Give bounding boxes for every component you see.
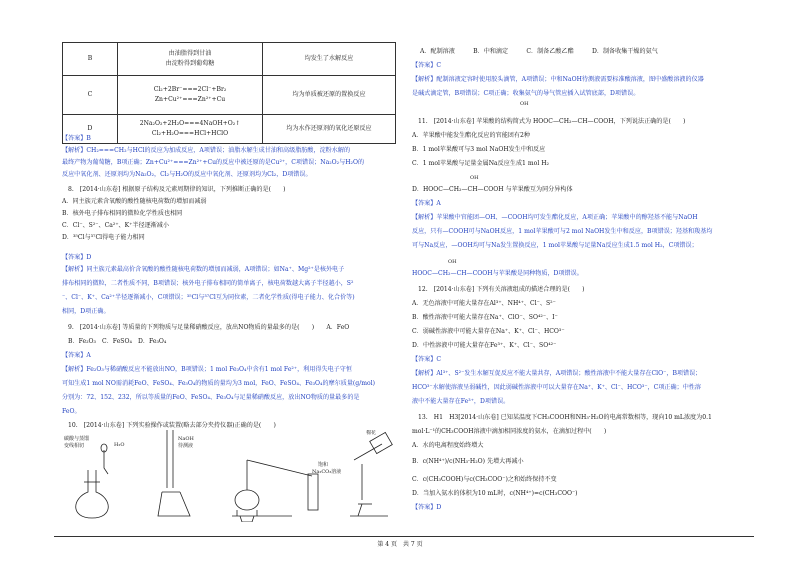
ammonia-apparatus-icon — [350, 432, 392, 516]
row-content — [118, 115, 263, 144]
content-line: Zn+Cu²⁺===Zn²⁺+Cu — [154, 96, 226, 103]
fig-label: 待测液 — [178, 443, 194, 449]
row-result: 均发生了水解反应 — [263, 43, 396, 76]
answer-9: 【答案】A — [62, 352, 91, 359]
question-10-stem: 10. [2014·山东卷] 下列实验操作或装置(略去部分夹持仪器)正确的是( ) — [68, 422, 276, 429]
volumetric-flask-icon — [76, 444, 109, 518]
answer-8: 【答案】D — [62, 254, 92, 261]
question-12-stem: 12. [2014·山东卷] 下列有关溶液组成的描述合理的是( ) — [418, 286, 585, 293]
row-result: 均为单质被还原的置换反应 — [263, 76, 396, 115]
table-row — [63, 43, 396, 76]
analysis-line: 【解析】配制溶液定容时使用胶头滴管，A项错误；中和NaOH待测液需要标准酸溶液，图中盛酸溶液的仪器 — [412, 76, 704, 83]
analysis-line: 最终产物为葡萄糖，B项正确；Zn+Cu²⁺===Zn²⁺+Cu的反应中被还原的是Cu²⁺，C项错误；Na₂O₂与H₂O的 — [62, 159, 365, 166]
analysis-line: 反应中氧化剂、还原剂均为Na₂O₂，Cl₂与H₂O的反应中氧化剂、还原剂均为Cl₂，D项错误。 — [62, 171, 312, 178]
analysis-line: HCO³⁻水解使溶液呈弱碱性，因此弱碱性溶液中可以大量存在Na⁺、K⁺、Cl⁻、HCO³⁻，C项正确；中性溶 — [412, 384, 701, 391]
fig-label: H₂O — [114, 442, 125, 448]
content-line: 由油脂得到甘油 — [168, 50, 212, 57]
content-line: 由淀粉得到葡萄糖 — [165, 60, 215, 67]
row-label: C — [63, 76, 118, 115]
analysis-line: FeO。 — [62, 408, 81, 415]
option: C．c(CH₃COOH)与c(CH₃COO⁻)之和始终保持不变 — [412, 476, 557, 483]
option: D．HOOC—CH₂—CH—COOH 与苹果酸互为同分异构体 — [412, 186, 573, 193]
analysis-line: 可知生成1 mol NO需消耗FeO、FeSO₄、Fe₃O₄的物质的量均为3 mol，FeO、FeSO₄、Fe₃O₄的摩尔质量(g/mol) — [62, 380, 376, 387]
option: A．同主族元素含氧酸的酸性随核电荷数的增加而减弱 — [62, 198, 207, 205]
table-row — [63, 115, 396, 144]
option: C．1 mol苹果酸与足量金属Na反应生成1 mol H₂ — [412, 160, 549, 167]
lab-apparatus-figure — [62, 430, 398, 522]
answer-13: 【答案】D — [412, 504, 442, 511]
option: B．1 mol苹果酸可与3 mol NaOH发生中和反应 — [412, 146, 546, 153]
option: C．弱碱性溶液中可能大量存在Na⁺、K⁺、Cl⁻、HCO³⁻ — [412, 328, 565, 335]
oh-label: OH — [470, 175, 479, 181]
oh-label: OH — [448, 259, 457, 265]
option: C．Cl⁻、S²⁻、Ca²⁺、K⁺半径逐渐减小 — [62, 222, 169, 229]
fig-label: 饱和 — [318, 462, 329, 468]
analysis-line: 【解析】CH₂===CH₂与HCl的反应为加成反应，A项错误；油脂水解生成甘油和高级脂肪酸，淀粉水解的 — [62, 147, 351, 154]
analysis-line: HOOC—CH₂—CH—COOH与苹果酸是同种物质，D项错误。 — [412, 270, 583, 277]
analysis-line: 分别为：72、152、232，所以等质量的FeO、FeSO₄、Fe₃O₄与足量稀硝酸反应，放出NO物质的量最多的是 — [62, 394, 360, 401]
row-content — [118, 76, 263, 115]
oh-label: OH — [520, 101, 529, 107]
option: D．³⁵Cl与³⁷Cl得电子能力相同 — [62, 234, 145, 241]
analysis-line: 反应，只有—COOH可与NaOH反应，1 mol苹果酸可与2 mol NaOH发生中和反应，B项错误；羟基和羧基均 — [412, 228, 713, 235]
row-label: D — [63, 115, 118, 144]
content-line: Cl₂+H₂O===HCl+HClO — [151, 130, 229, 137]
table-row — [63, 76, 396, 115]
option: D．当加入氨水的体积为10 mL时，c(NH⁴⁺)=c(CH₃COO⁻) — [412, 490, 578, 497]
analysis-line: 【解析】Al³⁺、S²⁻发生水解互促反应不能大量共存，A项错误；酸性溶液中不能大量存在ClO⁻，B项错误； — [412, 370, 702, 377]
analysis-line: 是碱式滴定管，B项错误；C项正确；收集氨气的导气管应插入试管底部，D项错误。 — [412, 90, 640, 97]
option: A．无色溶液中可能大量存在Al³⁺、NH⁴⁺、Cl⁻、S²⁻ — [412, 300, 556, 307]
question-8-stem: 8. [2014·山东卷] 根据原子结构及元素周期律的知识，下列推断正确的是( ) — [68, 186, 286, 193]
page-footer: 第 4 页 共 7 页 — [377, 541, 423, 548]
question-9-options: B．Fe₂O₃ C．FeSO₄ D．Fe₃O₄ — [68, 338, 167, 345]
analysis-line: 液中不能大量存在Fe³⁺，D项错误。 — [412, 398, 510, 405]
question-10-options: A．配制溶液 B．中和滴定 C．制备乙酸乙酯 D．制备收集干燥的氨气 — [420, 48, 658, 55]
option: A．水的电离程度始终增大 — [412, 442, 484, 449]
analysis-line: 【解析】Fe₂O₃与稀硝酸反应不能放出NO，B项错误；1 mol Fe₃O₄中含有1 mol Fe²⁺，利用得失电子守恒 — [62, 366, 352, 373]
answer-7: 【答案】B — [62, 135, 91, 142]
question-table — [62, 42, 396, 144]
analysis-line: 【解析】同主族元素最高价含氧酸的酸性随核电荷数的增加而减弱，A项错误；如Na⁺、Mg²⁺是核外电子 — [62, 266, 345, 273]
question-9-stem: 9. [2014·山东卷] 等质量的下列物质与足量稀硝酸反应，放出NO物质的量最多的是( ) A．FeO — [68, 324, 350, 331]
fig-label: 碳酸与蒸馏 — [64, 436, 90, 442]
ester-apparatus-icon — [232, 460, 318, 522]
option: D．中性溶液中可能大量存在Fe³⁺、K⁺、Cl⁻、SO⁴²⁻ — [412, 342, 557, 349]
question-13-stem: 13. H1 H3[2014·山东卷] 已知某温度下CH₃COOH和NH₃·H₂O的电离常数相等，现向10 mL浓度为0.1 — [418, 414, 712, 421]
fig-label: 变线相切 — [64, 443, 85, 449]
analysis-line: ⁻、Cl⁻、K⁺、Ca²⁺半径逐渐减小，C项错误；³⁵Cl与³⁷Cl互为同位素，二者化学性质(得电子能力、化合价等) — [62, 294, 355, 301]
fig-label: 棉花 — [366, 430, 377, 436]
answer-11: 【答案】A — [412, 200, 441, 207]
fig-label: Na₂CO₃溶液 — [312, 469, 342, 475]
option: B．c(NH⁴⁺)/c(NH₃·H₂O) 先增大再减小 — [412, 458, 524, 465]
analysis-line: 【解析】苹果酸中官能团—OH、—COOH均可发生酯化反应，A项正确；苹果酸中的醇羟基不能与NaOH — [412, 214, 698, 221]
content-line: 2Na₂O₂+2H₂O===4NaOH+O₂↑ — [139, 120, 241, 127]
row-label: B — [63, 43, 118, 76]
option: B．酸性溶液中可能大量存在Na⁺、ClO⁻、SO⁴²⁻、I⁻ — [412, 314, 558, 321]
row-result: 均为水作还原剂的氧化还原反应 — [263, 115, 396, 144]
answer-12: 【答案】C — [412, 356, 442, 363]
answer-10: 【答案】C — [412, 62, 442, 69]
analysis-line: 相同，D项正确。 — [62, 308, 110, 315]
question-11-stem: 11. [2014·山东卷] 苹果酸的结构简式为 HOOC—CH₂—CH—COOH，下列说法正确的是( ) — [418, 118, 686, 125]
analysis-line: 可与Na反应，—OOH均可与Na发生置换反应，1 mol苹果酸与足量Na反应生成1.5 mol H₂，C项错误； — [412, 242, 698, 249]
analysis-line: 排布相同的微粒，二者性质不同，B项错误；核外电子排布相同的简单离子，核电荷数越大离子半径越小，S² — [62, 280, 354, 287]
question-13-stem: mol·L⁻¹的CH₃COOH溶液中滴加相同浓度的氨水，在滴加过程中( ) — [412, 428, 607, 435]
option: A．苹果酸中能发生酯化反应的官能团有2种 — [412, 132, 530, 139]
content-line: Cl₂+2Br⁻===2Cl⁻+Br₂ — [153, 86, 227, 93]
option: B．核外电子排布相同的微粒化学性质也相同 — [62, 210, 183, 217]
footer-divider — [54, 536, 754, 537]
row-content — [118, 43, 263, 76]
fig-label: NaOH — [178, 436, 194, 442]
